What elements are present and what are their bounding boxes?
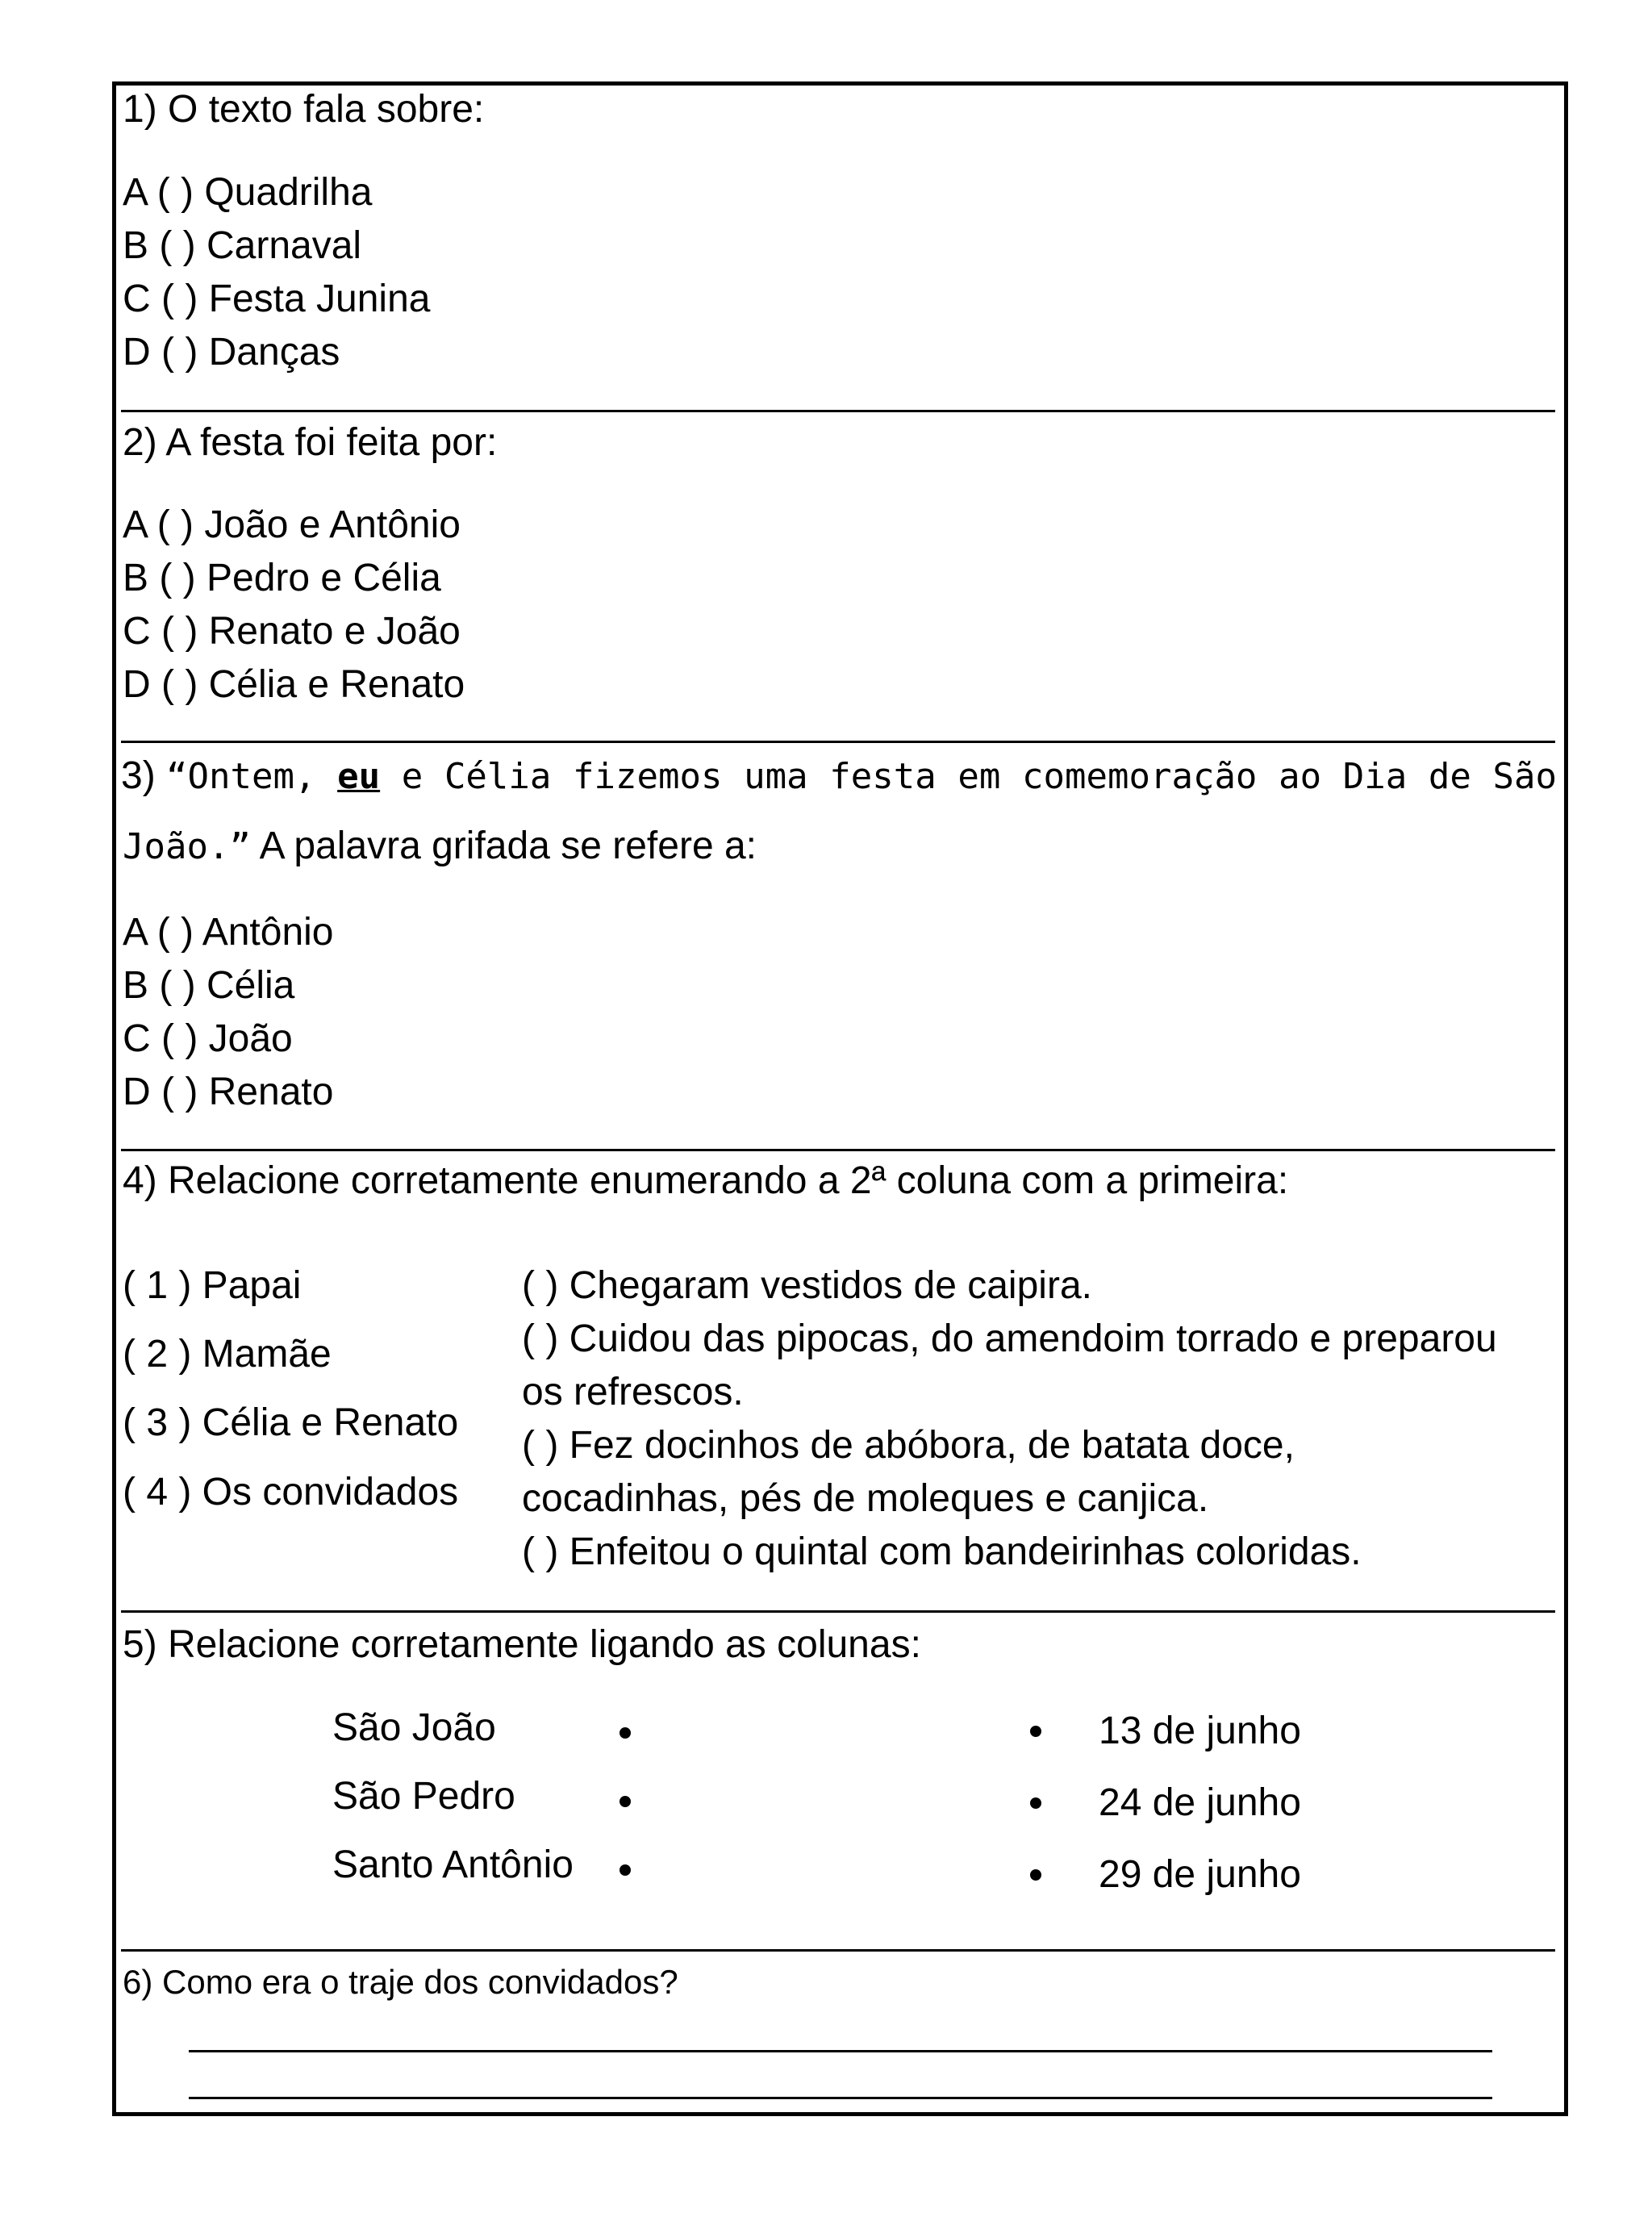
q2-question: 2) A festa foi feita por:: [123, 421, 498, 464]
q1-option-b: B ( ) Carnaval: [123, 224, 362, 267]
q3-word: Ontem,: [187, 756, 316, 797]
q5-saint-2: São Pedro: [332, 1775, 515, 1818]
q5-right-dot-1[interactable]: [1030, 1726, 1041, 1737]
q5-date-1: 13 de junho: [1099, 1710, 1301, 1752]
q3-word: e: [401, 756, 423, 797]
q5-left-dot-2[interactable]: [620, 1796, 631, 1807]
q3-word: São: [1492, 756, 1557, 797]
q3-quote-end: João.”: [123, 826, 251, 867]
q2-option-d: D ( ) Célia e Renato: [123, 663, 465, 706]
q5-left-dot-1[interactable]: [620, 1727, 631, 1739]
q5-date-3: 29 de junho: [1099, 1853, 1301, 1896]
q6-question: 6) Como era o traje dos convidados?: [123, 1963, 678, 2001]
q3-word: Dia: [1342, 756, 1408, 797]
q4-left-item-3: ( 3 ) Célia e Renato: [123, 1401, 459, 1444]
q3-option-b: B ( ) Célia: [123, 964, 295, 1007]
divider-1: [121, 410, 1555, 412]
q4-left-item-4: ( 4 ) Os convidados: [123, 1471, 459, 1513]
q5-saint-1: São João: [332, 1706, 496, 1749]
q3-open-quote: “: [166, 756, 188, 797]
q3-number-and-quote: [121, 754, 316, 797]
q4-left-item-1: ( 1 ) Papai: [123, 1264, 302, 1307]
q3-word: festa: [829, 756, 937, 797]
q6-answer-line-2[interactable]: [189, 2097, 1492, 2099]
q4-right-line-3: os refrescos.: [522, 1371, 744, 1413]
q3-word: uma: [744, 756, 808, 797]
q2-option-c: C ( ) Renato e João: [123, 610, 461, 653]
q5-left-dot-3[interactable]: [620, 1864, 631, 1876]
q3-question: A palavra grifada se refere a:: [259, 825, 757, 867]
q5-saint-3: Santo Antônio: [332, 1843, 574, 1886]
q4-right-line-5: cocadinhas, pés de moleques e canjica.: [522, 1477, 1209, 1520]
q3-number: 3): [121, 754, 156, 797]
q3-option-a: A ( ) Antônio: [123, 911, 334, 954]
divider-2: [121, 741, 1555, 743]
q2-option-b: B ( ) Pedro e Célia: [123, 557, 441, 599]
q1-question: 1) O texto fala sobre:: [123, 88, 485, 131]
divider-5: [121, 1949, 1555, 1952]
q3-underlined-word: eu: [337, 756, 381, 797]
q5-right-dot-2[interactable]: [1030, 1797, 1041, 1809]
q4-right-line-4: ( ) Fez docinhos de abóbora, de batata doce,: [522, 1424, 1295, 1467]
q2-option-a: A ( ) João e Antônio: [123, 503, 461, 546]
q3-quote-line: [121, 754, 1557, 797]
q3-word: fizemos: [573, 756, 723, 797]
q3-quote-line-2: [123, 827, 757, 866]
q6-answer-line-1[interactable]: [189, 2050, 1492, 2052]
q5-right-dot-3[interactable]: [1030, 1869, 1041, 1881]
q4-question: 4) Relacione corretamente enumerando a 2ª coluna com a primeira:: [123, 1159, 1289, 1202]
q3-option-d: D ( ) Renato: [123, 1071, 334, 1113]
q3-word: em: [957, 756, 1001, 797]
q1-option-a: A ( ) Quadrilha: [123, 171, 373, 214]
q1-option-c: C ( ) Festa Junina: [123, 278, 431, 320]
q3-word: Célia: [444, 756, 552, 797]
q4-right-line-6: ( ) Enfeitou o quintal com bandeirinhas coloridas.: [522, 1530, 1362, 1573]
q5-date-2: 24 de junho: [1099, 1781, 1301, 1824]
q3-word: comemoração: [1022, 756, 1258, 797]
q3-word: ao: [1279, 756, 1322, 797]
divider-3: [121, 1149, 1555, 1151]
q3-option-c: C ( ) João: [123, 1017, 293, 1060]
q1-option-d: D ( ) Danças: [123, 331, 340, 374]
q5-question: 5) Relacione corretamente ligando as colunas:: [123, 1623, 921, 1666]
q4-left-item-2: ( 2 ) Mamãe: [123, 1333, 332, 1376]
q4-right-line-1: ( ) Chegaram vestidos de caipira.: [522, 1264, 1092, 1307]
q4-right-line-2: ( ) Cuidou das pipocas, do amendoim torrado e preparou: [522, 1317, 1497, 1360]
divider-4: [121, 1610, 1555, 1613]
q3-word: de: [1428, 756, 1471, 797]
